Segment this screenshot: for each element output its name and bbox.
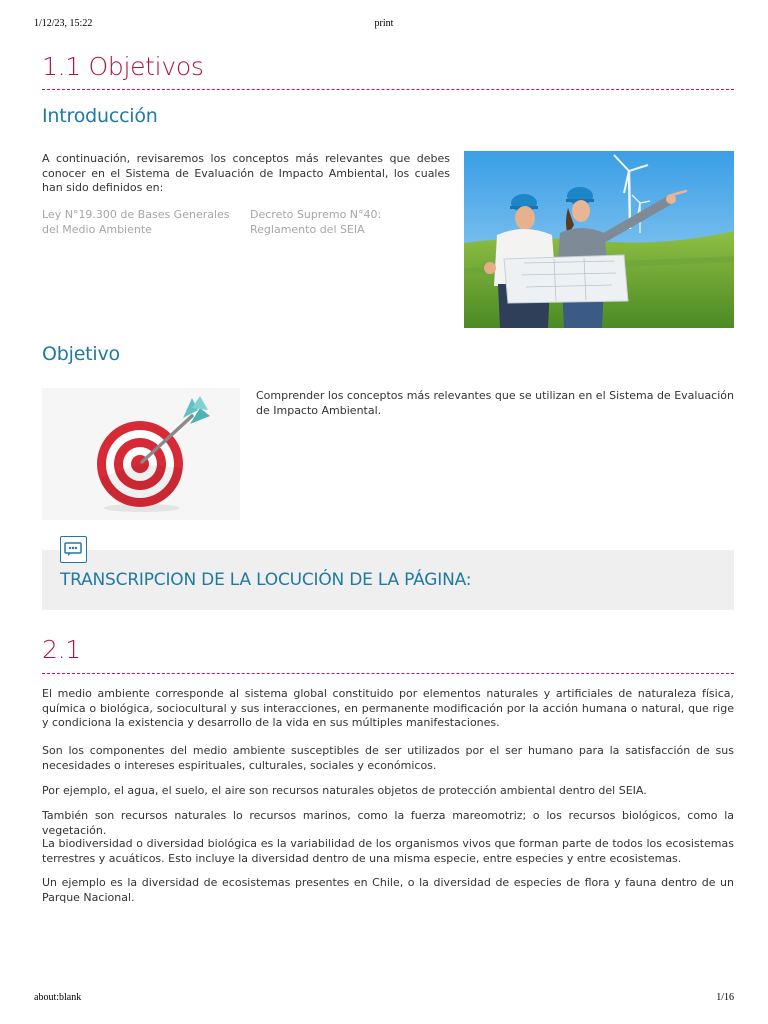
paragraph-biodiversidad: La biodiversidad o diversidad biológica es la variabilidad de los organismos vivos que forman parte de todos los ecosistemas terrestres y acuáticos. Esto incluye la diversidad dentro de una misma especie, entre especies y entre ecosistemas. (42, 837, 734, 865)
print-footer (34, 992, 734, 1006)
print-url: about:blank (34, 992, 82, 1003)
engineers-photo (464, 151, 734, 328)
transcript-title: TRANSCRIPCION DE LA LOCUCIÓN DE LA PÁGINA: (60, 570, 472, 590)
chat-bubble-icon[interactable] (60, 536, 87, 563)
intro-text: A continuación, revisaremos los conceptos más relevantes que debes conocer en el Sistema de Evaluación de Impacto Ambiental, los cuales han sido definidos en: (42, 152, 450, 194)
section-divider (42, 89, 734, 90)
objetivo-heading: Objetivo (42, 343, 120, 365)
paragraph-recursos-marinos: También son recursos naturales lo recursos marinos, como la fuerza mareomotriz; o los recursos biológicos, como la vegetación. (42, 809, 734, 837)
intro-heading: Introducción (42, 105, 158, 127)
target-arrow-illustration (42, 388, 240, 520)
transcript-panel[interactable] (42, 550, 734, 610)
section-2-1-divider (42, 673, 734, 674)
paragraph-medio-ambiente: El medio ambiente corresponde al sistema global constituido por elementos naturales y artificiales de naturaleza física, química o biológica, sociocultural y sus interacciones, en permanente modificación por la acción humana o natural, que rige y condiciona la existencia y desarrollo de la vida en sus múltiples manifestaciones. (42, 687, 734, 729)
reference-ley-19300: Ley N°19.300 de Bases Generales del Medio Ambiente (42, 208, 230, 236)
print-datetime: 1/12/23, 15:22 (34, 18, 93, 29)
paragraph-ejemplo-chile: Un ejemplo es la diversidad de ecosistemas presentes en Chile, o la diversidad de especies de flora y fauna dentro de un Parque Nacional. (42, 876, 734, 904)
page-number: 1/16 (716, 992, 734, 1003)
print-title: print (374, 18, 394, 29)
objetivo-text: Comprender los conceptos más relevantes que se utilizan en el Sistema de Evaluación de Impacto Ambiental. (256, 389, 734, 417)
paragraph-recursos-naturales: Son los componentes del medio ambiente susceptibles de ser utilizados por el ser humano para la satisfacción de sus necesidades o intereses espirituales, culturales, sociales y económicos. (42, 744, 734, 772)
section-title: 1.1 Objetivos (42, 52, 204, 81)
section-2-1-title: 2.1 (42, 635, 81, 664)
reference-ds-40: Decreto Supremo N°40: Reglamento del SEIA (250, 208, 382, 236)
print-header (34, 18, 734, 32)
paragraph-ejemplo-recursos: Por ejemplo, el agua, el suelo, el aire son recursos naturales objetos de protección ambiental dentro del SEIA. (42, 784, 647, 797)
